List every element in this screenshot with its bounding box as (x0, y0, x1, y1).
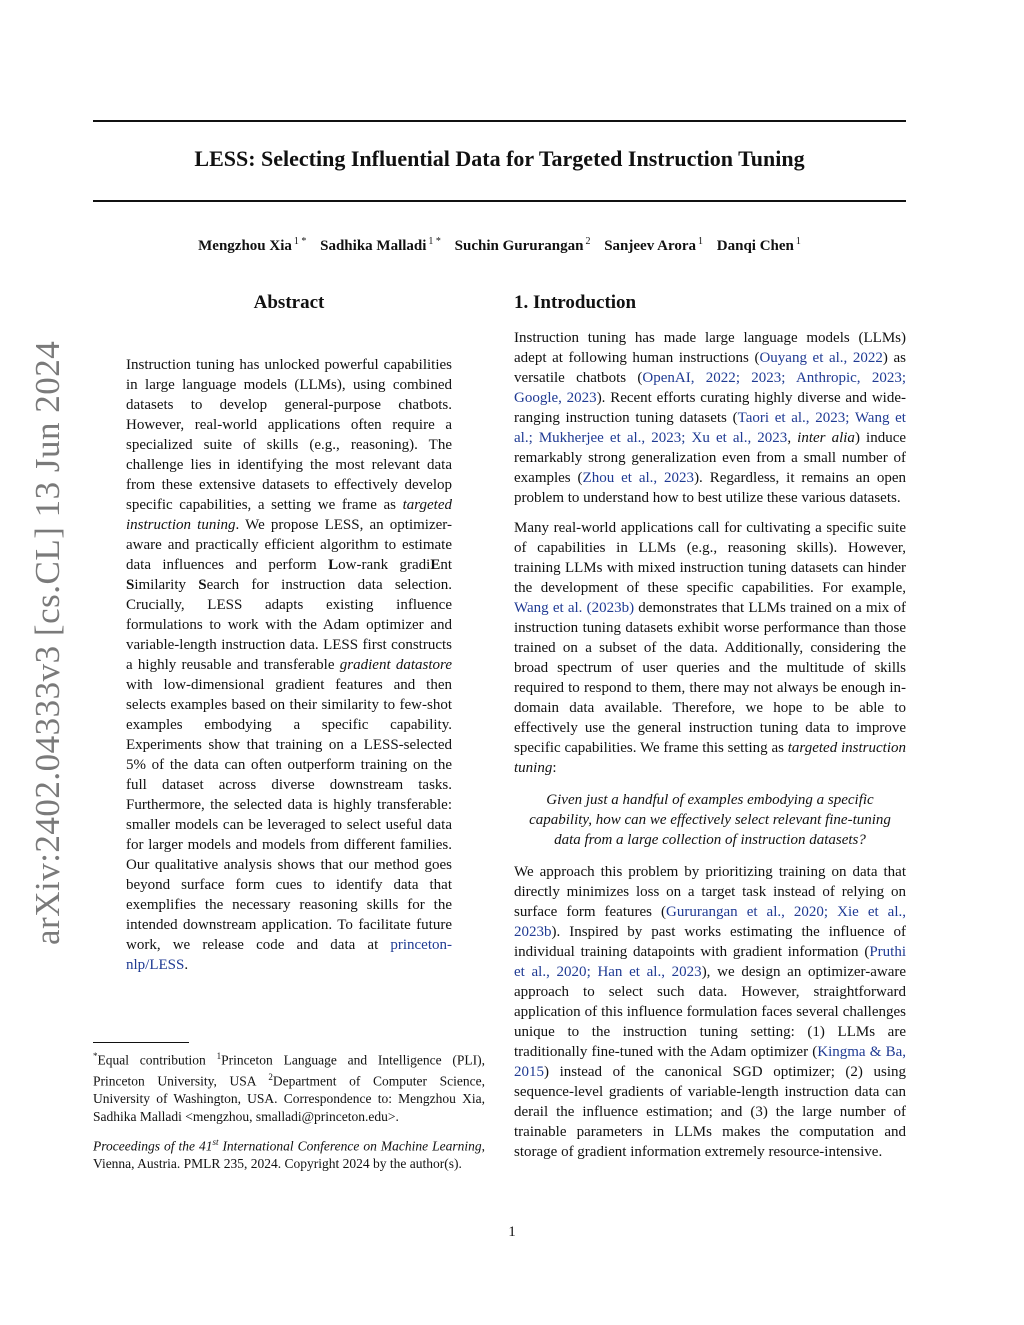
footnote-text: Princeton Language and Intelligence (PLI), Princeton University, USA (93, 1052, 485, 1089)
abstract-text: . We propose LESS, an optimizer-aware and practically efficient algorithm to estimate data influences and perform (126, 517, 452, 573)
code-link[interactable]: princeton-nlp/LESS (126, 937, 452, 973)
proceedings-text: International Conference on Machine Learning (218, 1138, 482, 1154)
citation-link[interactable]: Google, 2023 (514, 390, 597, 406)
citation-link[interactable]: Han et al., 2023 (597, 964, 702, 980)
intro-text: ). Inspired by past works estimating the influence of individual training datapoints with gradient information ( (514, 924, 906, 960)
author-affiliation: 1 (698, 236, 704, 247)
abstract-text: Instruction tuning has unlocked powerful capabilities in large language models (LLMs), using combined datasets to develop general-purpose chatbots. However, real-world applications often require a specialized suite of skills (e.g., reasoning). The challenge lies in identifying the most relevant data from these extensive datasets to effectively develop specific capabilities, a setting we frame as (126, 357, 452, 513)
author-name: Mengzhou Xia (198, 238, 292, 254)
abstract-text: . (184, 957, 189, 973)
footnote (93, 1048, 485, 1182)
intro-text: : (552, 760, 557, 776)
citation-link[interactable]: Ouyang et al., 2022 (759, 350, 883, 366)
author (198, 238, 306, 254)
intro-text: ) induce remarkably strong generalization even from a small number of examples ( (514, 430, 907, 486)
intro-paragraph-3 (514, 862, 906, 1162)
intro-paragraph-2 (514, 518, 906, 778)
intro-text: demonstrates that LLMs trained on a mix of instruction tuning datasets exhibit worse performance than those trained on a subset of the data. Additionally, considering the broad spectrum of user queries and the multitude of skills required to respond to them, there may not always be enough in-domain data available. Therefore, we hope to be able to effectively use the general instruction tuning data to improve specific capabilities. We frame this setting as (514, 600, 906, 756)
intro-text: ), we design an optimizer-aware approach to select such data. However, straightforward application of this influence formulation faces several challenges unique to the instruction tuning setting: (1) LLMs are traditionally fine-tuned with the Adam optimizer ( (514, 964, 907, 1060)
intro-text: , (787, 430, 798, 446)
citation-separator: ; (528, 430, 539, 446)
author (455, 238, 591, 254)
introduction-heading: 1. Introduction (514, 292, 637, 313)
footnote-mark: * (93, 1051, 98, 1061)
intro-text: Many real-world applications call for cultivating a specific suite of capabilities in LLMs (e.g., reasoning skills). However, training LLMs with mixed instruction tuning datasets can hinder the development of these specific capabilities. For example, (514, 520, 906, 596)
citation-link[interactable]: Anthropic, 2023 (795, 370, 902, 386)
citation-separator: ; (823, 904, 838, 920)
citation-link[interactable]: Wang et al. (514, 410, 906, 446)
page-number: 1 (508, 1224, 516, 1240)
footnote-mark: 2 (268, 1072, 273, 1082)
citation-link[interactable]: Zhou et al., 2023 (582, 470, 695, 486)
author-list (93, 236, 906, 255)
citation-link[interactable]: Wang et al. (2023b) (514, 600, 635, 616)
footnote-text: Equal contribution (97, 1052, 217, 1068)
citation-link[interactable]: Pruthi et al., 2020 (514, 944, 906, 980)
author-name: Sanjeev Arora (604, 238, 697, 254)
intro-paragraph-1 (514, 328, 906, 508)
citation-link[interactable]: Xie et al., 2023b (514, 904, 906, 940)
citation-separator: ; (901, 370, 907, 386)
abstract-bold: E (430, 557, 441, 573)
abstract-text: imilarity (134, 577, 199, 593)
citation-separator: ; (845, 410, 855, 426)
proceedings-text: 41 (198, 1138, 213, 1154)
author-affiliation: 1 * (293, 236, 307, 247)
abstract-emphasis: gradient datastore (339, 657, 452, 673)
citation-separator: ; (735, 370, 752, 386)
research-question: Given just a handful of examples embodying a specific capability, how can we effectively select relevant fine-tuning data from a large collection of instruction datasets? (529, 792, 891, 848)
abstract-emphasis: targeted instruction tuning (126, 497, 452, 533)
abstract-text: ow-rank gradi (338, 557, 431, 573)
abstract-bold: S (198, 577, 207, 593)
author (604, 238, 703, 254)
intro-text: ). Regardless, it remains an open problem to understand how to best utilize these various datasets. (514, 470, 906, 506)
author-name: Suchin Gururangan (454, 238, 584, 254)
author-name: Danqi Chen (716, 238, 794, 254)
citation-separator: ; (586, 964, 598, 980)
citation-link[interactable]: 2023 (751, 370, 782, 386)
citation-separator: ; (681, 430, 692, 446)
introduction-body (514, 328, 906, 1172)
author-affiliation: 1 * (428, 236, 441, 247)
citation-separator: ; (781, 370, 796, 386)
proceedings-text: st (212, 1137, 219, 1147)
citation-link[interactable]: Xu et al., 2023 (691, 430, 788, 446)
abstract-body (126, 355, 452, 975)
author (717, 238, 801, 254)
abstract-text: with low-dimensional gradient features and then selects examples based on their similarity to few-shot examples embodying a specific capability. Experiments show that training on a LESS-selected 5% of the data can often outperform training on the full dataset across diverse downstream tasks. Furthermore, the selected data is highly transferable: smaller models can be leveraged to select useful data for larger models and models from different families. Our qualitative analysis shows that our method goes beyond surface form cues to identify data that exemplifies the necessary reasoning skills for the intended downstream application. To facilitate future work, we release code and data at (126, 677, 452, 953)
proceedings-text: , Vienna, Austria. PMLR 235, 2024. Copyright 2024 by the author(s). (93, 1138, 485, 1171)
intro-text: ). Recent efforts curating highly diverse and wide-ranging instruction tuning datasets ( (514, 390, 906, 426)
author (320, 238, 441, 254)
intro-emphasis: targeted instruction tuning (514, 740, 906, 776)
top-rule (93, 120, 906, 122)
arxiv-identifier: arXiv:2402.04333v3 [cs.CL] 13 Jun 2024 (28, 340, 67, 945)
intro-text: Instruction tuning has made large language models (LLMs) adept at following human instructions ( (514, 330, 906, 366)
proceedings-text: Proceedings of the (93, 1138, 199, 1154)
abstract-text: earch for instruction data selection. Crucially, LESS adapts existing influence formulations to work with the Adam optimizer and variable-length instruction data. LESS first constructs a highly reusable and transferable (126, 577, 452, 673)
citation-link[interactable]: Kingma & Ba, 2015 (514, 1044, 907, 1080)
abstract-heading: Abstract (253, 292, 325, 313)
author-affiliation: 2 (585, 236, 591, 247)
footnote-rule (93, 1042, 189, 1043)
citation-link[interactable]: Gururangan et al., 2020 (666, 904, 824, 920)
footnote-text: Department of Computer Science, University of Washington, USA. Correspondence to: Mengzhou Xia, Sadhika Malladi <mengzhou, smalladi@princeton.edu>. (93, 1073, 485, 1124)
author-affiliation: 1 (795, 236, 801, 247)
footnote-mark: 1 (216, 1051, 222, 1061)
intro-text: ) instead of the canonical SGD optimizer; (2) using sequence-level gradients of variable-length instruction data can derail the influence estimation; and (3) the large number of trainable parameters in LLMs makes the computation and storage of gradient information extremely resource-intensive. (514, 1064, 906, 1160)
citation-link[interactable]: Taori et al., 2023 (737, 410, 846, 426)
intro-text: ) as versatile chatbots ( (514, 350, 906, 386)
intro-text: We approach this problem by prioritizing training on data that directly minimizes loss on a target task instead of relying on surface form features ( (514, 864, 906, 920)
paper-title: LESS: Selecting Influential Data for Targeted Instruction Tuning (194, 146, 805, 171)
proceedings-note (93, 1134, 485, 1173)
affiliation-footnote (93, 1048, 485, 1125)
abstract-text: nt (440, 557, 452, 573)
abstract-bold: L (328, 557, 339, 573)
intro-emphasis: inter alia (797, 430, 855, 446)
author-name: Sadhika Malladi (320, 238, 427, 254)
citation-link[interactable]: OpenAI, 2022 (642, 370, 736, 386)
abstract-bold: S (126, 577, 135, 593)
citation-link[interactable]: Mukherjee et al., 2023 (538, 430, 682, 446)
title-bottom-rule (93, 200, 906, 202)
